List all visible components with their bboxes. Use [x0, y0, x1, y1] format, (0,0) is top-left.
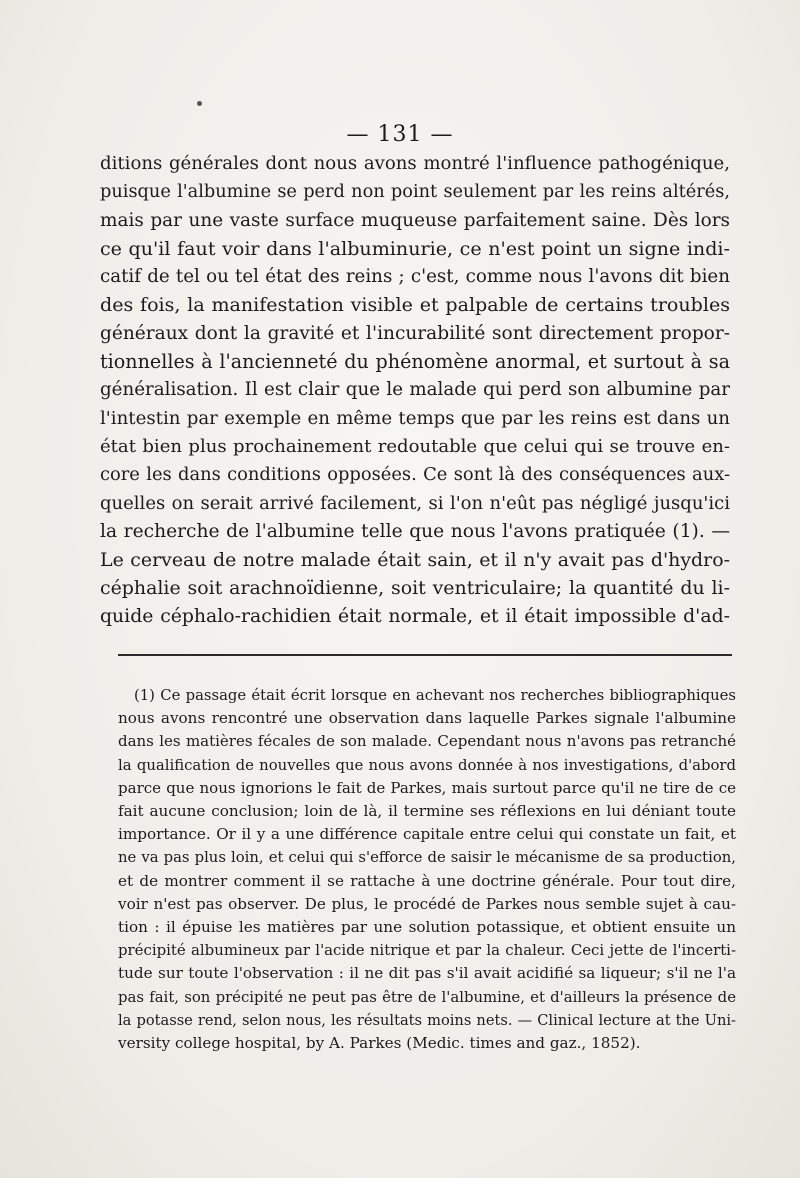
body-line: ditions générales dont nous avons montré l'influence pathogénique, — [100, 153, 730, 174]
body-line: généralisation. Il est clair que le malade qui perd son albumine par — [100, 379, 730, 401]
footnote-line: ne va pas plus loin, et celui qui s'efforce de saisir le mécanisme de sa production, — [118, 849, 736, 867]
body-line: tionnelles à l'ancienneté du phénomène anormal, et surtout à sa — [100, 350, 730, 374]
footnote-line: la potasse rend, selon nous, les résultats moins nets. — Clinical lecture at the Uni- — [118, 1011, 736, 1029]
footnote-line: parce que nous ignorions le fait de Parkes, mais surtout parce qu'il ne tire de ce — [118, 778, 736, 797]
footnote-line: et de montrer comment il se rattache à une doctrine générale. Pour tout dire, — [118, 871, 736, 890]
footnote-line: nous avons rencontré une observation dans laquelle Parkes signale l'albumine — [118, 709, 736, 728]
footnote-line: voir n'est pas observer. De plus, le procédé de Parkes nous semble sujet à cau- — [118, 894, 736, 913]
body-line: catif de tel ou tel état des reins ; c'est, comme nous l'avons dit bien — [100, 266, 730, 288]
footnote-line: dans les matières fécales de son malade. Cependant nous n'avons pas retranché — [118, 732, 736, 751]
footnote-line: tion : il épuise les matières par une solution potassique, et obtient ensuite un — [118, 918, 736, 937]
page-number: — 131 — — [346, 122, 454, 147]
footnote-line: (1) Ce passage était écrit lorsque en achevant nos recherches bibliographiques — [134, 687, 736, 704]
footnote-line: précipité albumineux par l'acide nitrique et par la chaleur. Ceci jette de l'incerti- — [118, 941, 736, 960]
footnote-line: pas fait, son précipité ne peut pas être de l'albumine, et d'ailleurs la présence de — [118, 987, 736, 1006]
body-line: des fois, la manifestation visible et palpable de certains troubles — [100, 294, 730, 317]
body-line: mais par une vaste surface muqueuse parfaitement saine. Dès lors — [100, 209, 730, 231]
body-line: la recherche de l'albumine telle que nous l'avons pratiquée (1). — — [100, 520, 730, 542]
body-line: état bien plus prochainement redoutable que celui qui se trouve en- — [100, 435, 730, 457]
footnote-line: importance. Or il y a une différence capitale entre celui qui constate un fait, et — [118, 825, 736, 844]
footnote-divider — [118, 654, 732, 656]
body-text — [100, 150, 730, 631]
body-line: généraux dont la gravité et l'incurabilité sont directement propor- — [100, 322, 730, 344]
ink-speck — [197, 101, 202, 106]
body-line: core les dans conditions opposées. Ce sont là des conséquences aux- — [100, 464, 730, 486]
body-line: puisque l'albumine se perd non point seulement par les reins altérés, — [100, 182, 730, 203]
body-line: l'intestin par exemple en même temps que par les reins est dans un — [100, 407, 730, 429]
body-line: quelles on serait arrivé facilement, si l'on n'eût pas négligé jusqu'ici — [100, 492, 730, 514]
footnote-line: versity college hospital, by A. Parkes (Medic. times and gaz., 1852). — [118, 1034, 641, 1053]
footnote-line: tude sur toute l'observation : il ne dit pas s'il avait acidifié sa liqueur; s'il ne l'a — [118, 964, 736, 983]
body-line: ce qu'il faut voir dans l'albuminurie, ce n'est point un signe indi- — [100, 237, 730, 260]
footnote-line: fait aucune conclusion; loin de là, il termine ses réflexions en lui déniant toute — [118, 802, 736, 821]
body-line: quide céphalo-rachidien était normale, et il était impossible d'ad- — [100, 605, 730, 627]
body-line: Le cerveau de notre malade était sain, et il n'y avait pas d'hydro- — [100, 549, 730, 572]
footnote — [118, 684, 736, 1055]
body-line: céphalie soit arachnoïdienne, soit ventriculaire; la quantité du li- — [100, 577, 730, 600]
footnote-line: la qualification de nouvelles que nous avons donnée à nos investigations, d'abord — [118, 756, 736, 774]
